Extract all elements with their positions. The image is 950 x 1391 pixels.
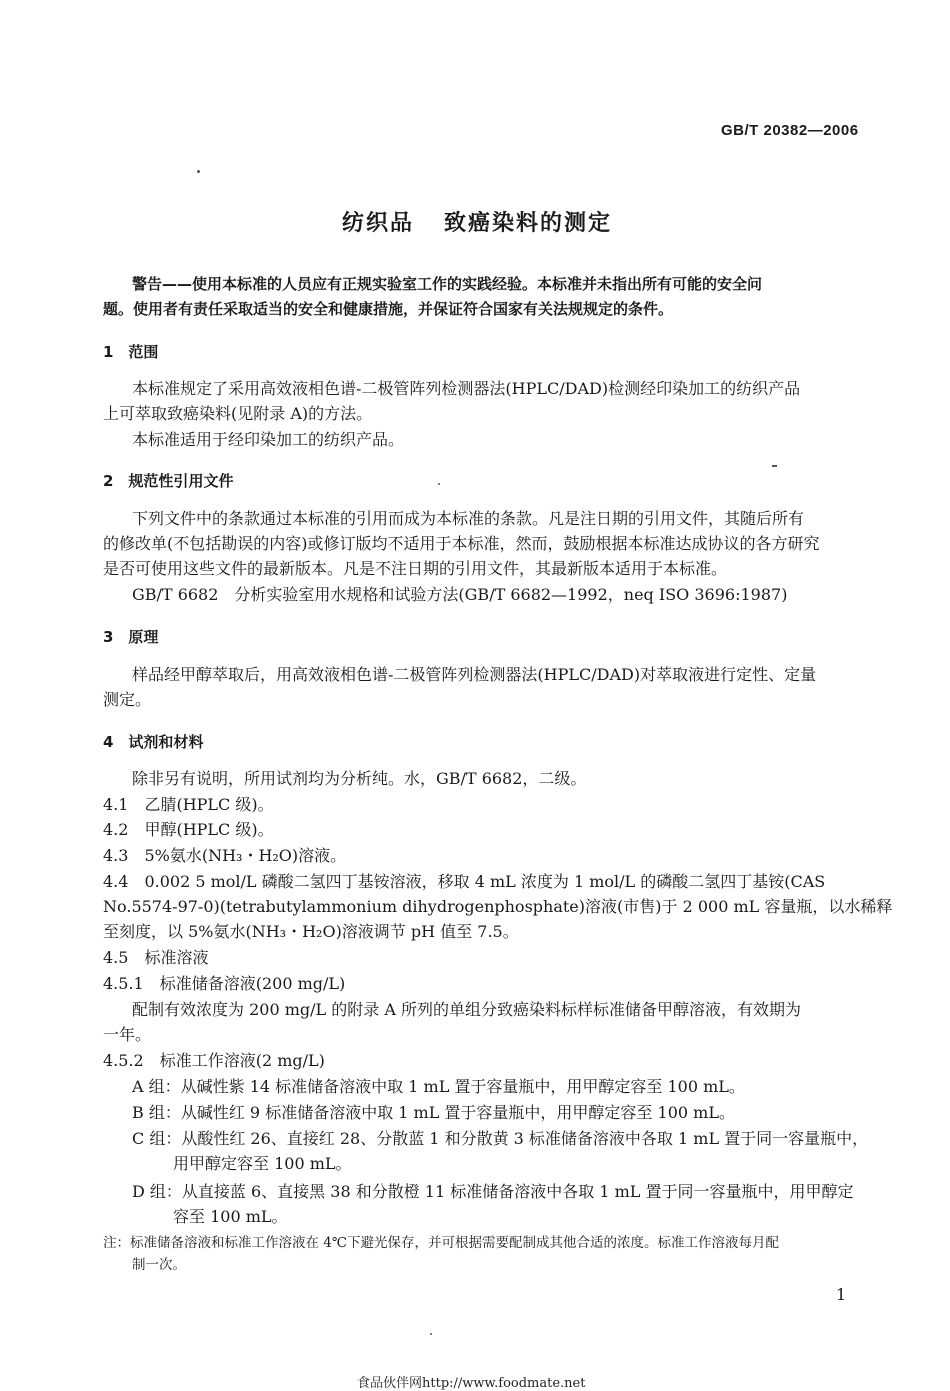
warning-line-2: 题。使用者有责任采取适当的安全和健康措施，并保证符合国家有关法规规定的条件。	[103, 300, 674, 318]
section-1-para-1-line-1: 本标准规定了采用高效液相色谱-二极管阵列检测器法(HPLC/DAD)检测经印染加工的纺织产品	[132, 379, 801, 398]
section-4-heading: 4 试剂和材料	[103, 733, 204, 751]
section-2-para-line-3: 是否可使用这些文件的最新版本。凡是不注日期的引用文件，其最新版本适用于本标准。	[103, 559, 728, 578]
section-4-intro: 除非另有说明，所用试剂均为分析纯。水，GB/T 6682，二级。	[132, 769, 587, 788]
scan-speck	[772, 465, 777, 467]
title-left: 纺织品	[342, 211, 415, 236]
group-a: A 组：从碱性紫 14 标准储备溶液中取 1 mL 置于容量瓶中，用甲醇定容至 100 mL。	[132, 1077, 745, 1096]
page-title	[342, 206, 612, 237]
section-1-para-1-line-2: 上可萃取致癌染料(见附录 A)的方法。	[103, 404, 373, 423]
item-4-5: 4.5 标准溶液	[103, 948, 209, 967]
item-4-5-1: 4.5.1 标准储备溶液(200 mg/L)	[103, 974, 346, 993]
section-1-para-2: 本标准适用于经印染加工的纺织产品。	[132, 430, 405, 449]
item-4-5-1-para-line-1: 配制有效浓度为 200 mg/L 的附录 A 所列的单组分致癌染料标样标准储备甲醇溶液，有效期为	[132, 1000, 801, 1019]
section-3-heading: 3 原理	[103, 628, 159, 646]
note-line-1: 注：标准储备溶液和标准工作溶液在 4℃下避光保存，并可根据需要配制成其他合适的浓度。标准工作溶液每月配	[103, 1235, 779, 1251]
section-2-reference: GB/T 6682 分析实验室用水规格和试验方法(GB/T 6682—1992，neq ISO 3696:1987)	[132, 585, 788, 604]
section-2-para-line-2: 的修改单(不包括勘误的内容)或修订版均不适用于本标准，然而，鼓励根据本标准达成协议的各方研究	[103, 534, 820, 553]
item-4-1: 4.1 乙腈(HPLC 级)。	[103, 795, 274, 814]
scan-speck	[197, 170, 200, 173]
group-c-line-1: C 组：从酸性红 26、直接红 28、分散蓝 1 和分散黄 3 标准储备溶液中各取 1 mL 置于同一容量瓶中，	[132, 1129, 869, 1148]
note-line-2: 制一次。	[132, 1257, 186, 1273]
scan-speck	[438, 483, 440, 485]
group-c-line-2: 用甲醇定容至 100 mL。	[173, 1154, 352, 1173]
group-d-line-1: D 组：从直接蓝 6、直接黑 38 和分散橙 11 标准储备溶液中各取 1 mL 置于同一容量瓶中，用甲醇定	[132, 1182, 854, 1201]
page-number: 1	[836, 1285, 847, 1304]
group-d-line-2: 容至 100 mL。	[173, 1207, 288, 1226]
item-4-3: 4.3 5%氨水(NH₃・H₂O)溶液。	[103, 846, 347, 865]
warning-line-1: 警告——使用本标准的人员应有正规实验室工作的实践经验。本标准并未指出所有可能的安全问	[132, 275, 763, 293]
section-3-para-line-1: 样品经甲醇萃取后，用高效液相色谱-二极管阵列检测器法(HPLC/DAD)对萃取液进行定性、定量	[132, 665, 817, 684]
item-4-4-line-1: 4.4 0.002 5 mol/L 磷酸二氢四丁基铵溶液，移取 4 mL 浓度为 1 mol/L 的磷酸二氢四丁基铵(CAS	[103, 872, 826, 891]
scan-speck	[430, 1333, 432, 1335]
footer-watermark: 食品伙伴网http://www.foodmate.net	[357, 1376, 586, 1391]
item-4-2: 4.2 甲醇(HPLC 级)。	[103, 820, 274, 839]
item-4-4-line-2: No.5574-97-0)(tetrabutylammonium dihydrogenphosphate)溶液(市售)于 2 000 mL 容量瓶，以水稀释	[103, 897, 893, 916]
section-2-para-line-1: 下列文件中的条款通过本标准的引用而成为本标准的条款。凡是注日期的引用文件，其随后所有	[132, 509, 805, 528]
item-4-5-2: 4.5.2 标准工作溶液(2 mg/L)	[103, 1051, 325, 1070]
title-right: 致癌染料的测定	[444, 211, 613, 236]
section-2-heading: 2 规范性引用文件	[103, 472, 234, 490]
section-1-heading: 1 范围	[103, 343, 159, 361]
standard-code: GB/T 20382—2006	[721, 122, 859, 139]
item-4-5-1-para-line-2: 一年。	[103, 1025, 152, 1044]
section-3-para-line-2: 测定。	[103, 690, 152, 709]
item-4-4-line-3: 至刻度，以 5%氨水(NH₃・H₂O)溶液调节 pH 值至 7.5。	[103, 922, 519, 941]
group-b: B 组：从碱性红 9 标准储备溶液中取 1 mL 置于容量瓶中，用甲醇定容至 100 mL。	[132, 1103, 735, 1122]
